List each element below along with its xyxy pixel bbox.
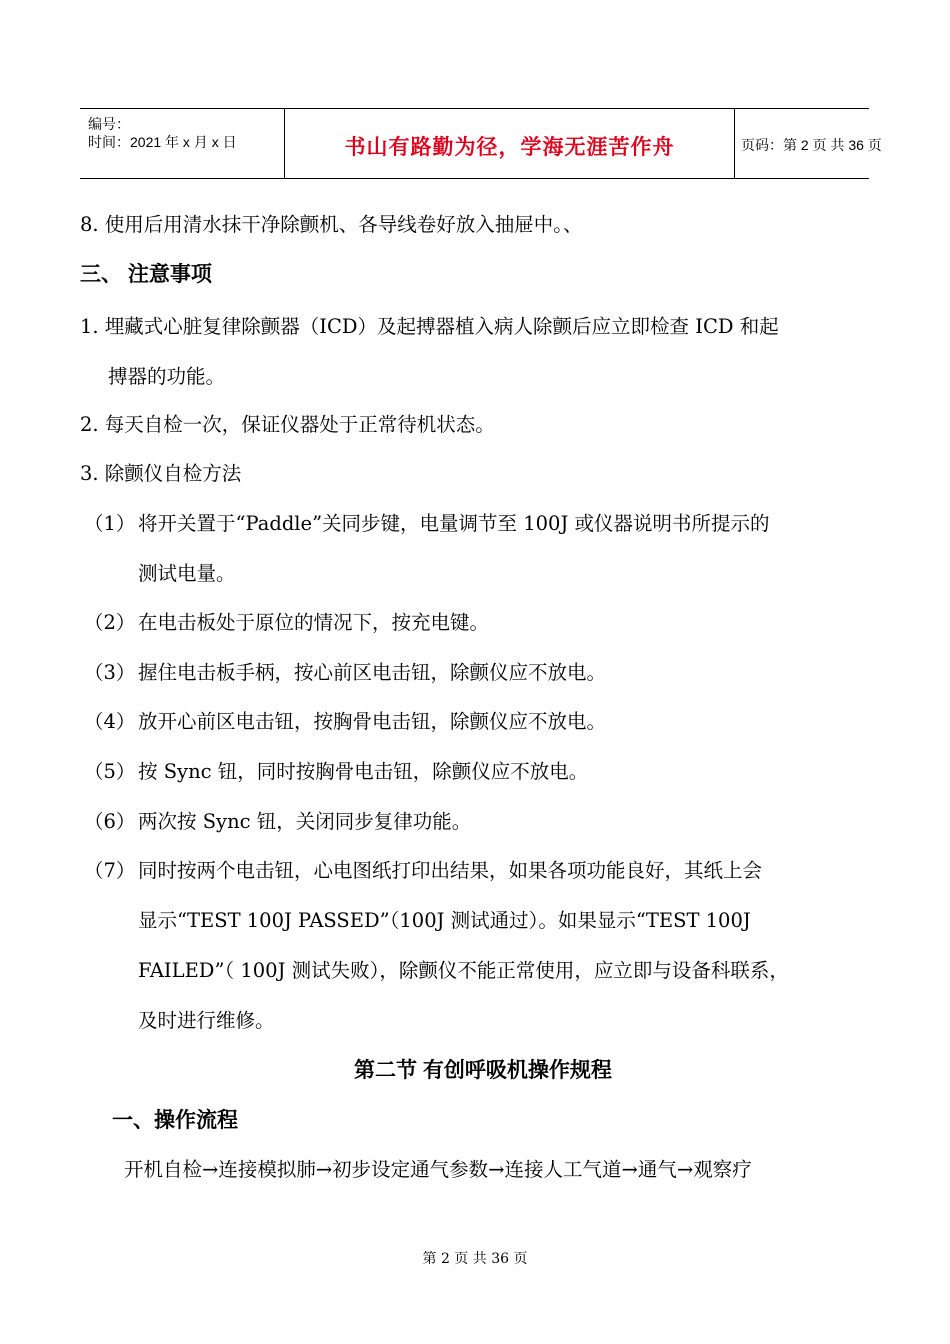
page-header	[80, 108, 882, 179]
header-page-info: 页码：第 2 页 共 36 页	[741, 137, 882, 153]
operation-flow-heading: 一、操作流程	[112, 1109, 238, 1132]
step-3-text: 握住电击板手柄，按心前区电击钮，除颤仪应不放电。	[138, 661, 607, 684]
item-8: 8. 使用后用清水抹干净除颤机、各导线卷好放入抽屉中。、	[80, 213, 583, 236]
operation-flow-line: 开机自检→连接模拟肺→初步设定通气参数→连接人工气道→通气→观察疗	[124, 1158, 752, 1181]
note-1-line-2: 搏器的功能。	[108, 365, 226, 388]
step-1-number: （1）	[84, 512, 136, 535]
document-number-label: 编号：	[88, 116, 130, 132]
step-7-line-2: 显示“TEST 100J PASSED”（100J 测试通过）。如果显示“TEST 100J	[138, 909, 751, 932]
step-5-number: （5）	[84, 760, 136, 783]
step-7-line-4: 及时进行维修。	[138, 1009, 275, 1032]
step-1-line-1: 将开关置于“Paddle”关同步键，电量调节至 100J 或仪器说明书所提示的	[138, 512, 770, 535]
step-6-text: 两次按 Sync 钮，关闭同步复律功能。	[138, 810, 472, 833]
step-7-line-3: FAILED”（ 100J 测试失败），除颤仪不能正常使用，应立即与设备科联系，	[138, 959, 789, 982]
motto-text: 书山有路勤为径，学海无涯苦作舟	[344, 136, 675, 159]
document-time-label: 时间：2021 年 x 月 x 日	[88, 134, 237, 150]
step-2-text: 在电击板处于原位的情况下，按充电键。	[138, 611, 490, 634]
step-5-text: 按 Sync 钮，同时按胸骨电击钮，除颤仪应不放电。	[138, 760, 589, 783]
step-2-number: （2）	[84, 611, 136, 634]
step-7-number: （7）	[84, 859, 136, 882]
step-6-number: （6）	[84, 810, 136, 833]
page-footer: 第 2 页 共 36 页	[422, 1251, 528, 1267]
note-1-line-1: 1. 埋藏式心脏复律除颤器（ICD）及起搏器植入病人除颤后应立即检查 ICD 和起	[80, 315, 779, 338]
step-7-line-1: 同时按两个电击钮，心电图纸打印出结果，如果各项功能良好，其纸上会	[138, 859, 763, 882]
header-left-cell	[80, 109, 284, 178]
step-4-text: 放开心前区电击钮，按胸骨电击钮，除颤仪应不放电。	[138, 710, 607, 733]
note-3: 3. 除颤仪自检方法	[80, 462, 242, 485]
header-motto-cell	[284, 109, 735, 178]
section-3-heading: 三、 注意事项	[80, 263, 212, 286]
note-2: 2. 每天自检一次，保证仪器处于正常待机状态。	[80, 413, 495, 436]
step-1-line-2: 测试电量。	[138, 562, 236, 585]
step-4-number: （4）	[84, 710, 136, 733]
step-3-number: （3）	[84, 661, 136, 684]
header-page-cell	[733, 109, 882, 178]
section-title: 第二节 有创呼吸机操作规程	[354, 1059, 612, 1082]
